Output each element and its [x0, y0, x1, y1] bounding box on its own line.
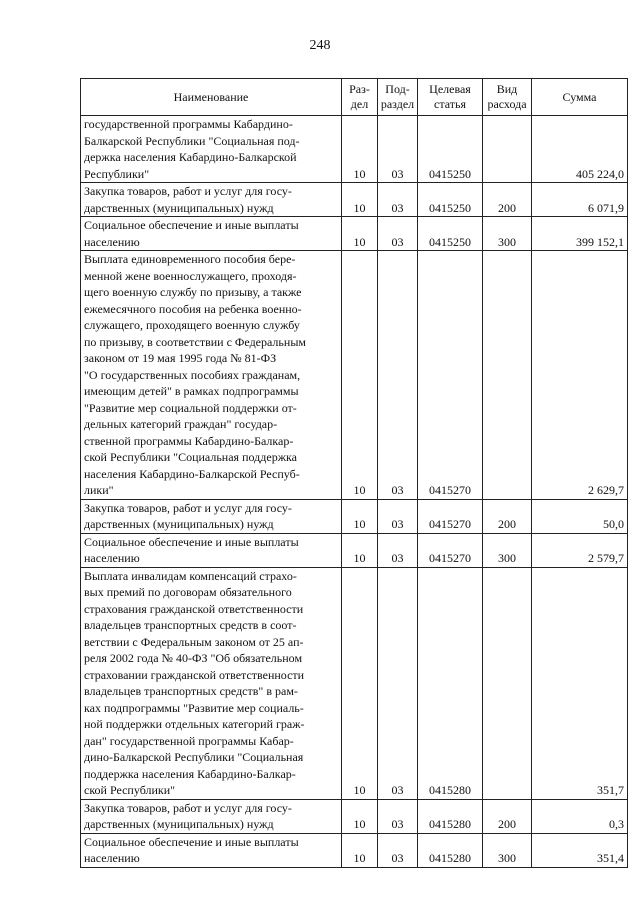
cell-name: Выплата единовременного пособия бере- менной жене военнослужащего, проходя- щего военную службу по призыву, а также ежемесячного пособия на ребенка военно- служащего, проходящего военную службу по призыву, в соответствии с Федеральным законом от 19 мая 1995 года № 81-ФЗ "О государственных пособиях гражданам, имеющим детей" в рамках подпрограммы "Развитие мер социальной поддержки от- дельных категорий граждан" государ- ственной программы Кабардино-Балкар- ской Республики "Социальная поддержка населения Кабардино-Балкарской Респуб- лики": [81, 251, 342, 500]
cell-expense: [483, 251, 532, 500]
cell-target: 0415270: [418, 499, 483, 533]
cell-target: 0415250: [418, 116, 483, 183]
header-name: Наименование: [81, 79, 342, 116]
cell-subsection: 03: [378, 567, 418, 799]
table-row: [81, 799, 628, 833]
table-row: [81, 533, 628, 567]
cell-name: Выплата инвалидам компенсаций страхо- вых премий по договорам обязательного страхования гражданской ответственности владельцев транспортных средств в соот- ветствии с Федеральным законом от 25 ап- реля 2002 года № 40-ФЗ "Об обязательном страховании гражданской ответственности владельцев транспортных средств" в рам- ках подпрограммы "Развитие мер социаль- ной поддержки отдельных категорий граж- дан" государственной программы Кабар- дино-Балкарской Республики "Социальная поддержка населения Кабардино-Балкар- ской Республики": [81, 567, 342, 799]
cell-sum: 2 629,7: [532, 251, 628, 500]
cell-subsection: 03: [378, 833, 418, 867]
cell-subsection: 03: [378, 251, 418, 500]
cell-name: Социальное обеспечение и иные выплаты населению: [81, 833, 342, 867]
cell-sum: 50,0: [532, 499, 628, 533]
header-subsection-label: Под- раздел: [380, 82, 415, 111]
cell-sum: 351,4: [532, 833, 628, 867]
cell-expense: 300: [483, 217, 532, 251]
table-row: [81, 567, 628, 799]
cell-name: государственной программы Кабардино- Балкарской Республики "Социальная под- держка населения Кабардино-Балкарской Республики": [81, 116, 342, 183]
cell-sum: 6 071,9: [532, 183, 628, 217]
cell-section: 10: [342, 499, 378, 533]
cell-target: 0415280: [418, 833, 483, 867]
table-row: [81, 116, 628, 183]
cell-expense: 300: [483, 833, 532, 867]
cell-section: 10: [342, 217, 378, 251]
cell-section: 10: [342, 567, 378, 799]
cell-sum: 0,3: [532, 799, 628, 833]
header-expense: [483, 79, 532, 116]
header-target: [418, 79, 483, 116]
cell-name: Социальное обеспечение и иные выплаты населению: [81, 217, 342, 251]
cell-sum: 405 224,0: [532, 116, 628, 183]
cell-subsection: 03: [378, 799, 418, 833]
cell-section: 10: [342, 251, 378, 500]
header-sum: Сумма: [532, 79, 628, 116]
table-row: [81, 251, 628, 500]
header-expense-label: Вид расхода: [487, 82, 527, 111]
cell-name: Закупка товаров, работ и услуг для госу- дарственных (муниципальных) нужд: [81, 799, 342, 833]
cell-expense: [483, 567, 532, 799]
cell-subsection: 03: [378, 183, 418, 217]
header-subsection: [378, 79, 418, 116]
cell-section: 10: [342, 116, 378, 183]
cell-expense: 200: [483, 183, 532, 217]
cell-subsection: 03: [378, 499, 418, 533]
cell-target: 0415280: [418, 567, 483, 799]
cell-sum: 2 579,7: [532, 533, 628, 567]
table-row: [81, 217, 628, 251]
cell-target: 0415250: [418, 183, 483, 217]
cell-sum: 351,7: [532, 567, 628, 799]
table-row: [81, 833, 628, 867]
page-number: 248: [309, 38, 331, 53]
cell-expense: 300: [483, 533, 532, 567]
cell-expense: 200: [483, 799, 532, 833]
cell-name: Закупка товаров, работ и услуг для госу- дарственных (муниципальных) нужд: [81, 499, 342, 533]
cell-target: 0415280: [418, 799, 483, 833]
table-row: [81, 499, 628, 533]
cell-section: 10: [342, 833, 378, 867]
table-header-row: [81, 79, 628, 116]
budget-table: [80, 78, 628, 868]
cell-section: 10: [342, 533, 378, 567]
cell-section: 10: [342, 183, 378, 217]
cell-subsection: 03: [378, 116, 418, 183]
cell-name: Социальное обеспечение и иные выплаты населению: [81, 533, 342, 567]
header-section-label: Раз- дел: [349, 82, 370, 111]
cell-subsection: 03: [378, 533, 418, 567]
header-section: [342, 79, 378, 116]
cell-section: 10: [342, 799, 378, 833]
cell-expense: 200: [483, 499, 532, 533]
cell-name: Закупка товаров, работ и услуг для госу- дарственных (муниципальных) нужд: [81, 183, 342, 217]
cell-expense: [483, 116, 532, 183]
cell-target: 0415270: [418, 533, 483, 567]
cell-target: 0415270: [418, 251, 483, 500]
table-row: [81, 183, 628, 217]
header-target-label: Целевая статья: [429, 82, 471, 111]
cell-sum: 399 152,1: [532, 217, 628, 251]
cell-target: 0415250: [418, 217, 483, 251]
cell-subsection: 03: [378, 217, 418, 251]
